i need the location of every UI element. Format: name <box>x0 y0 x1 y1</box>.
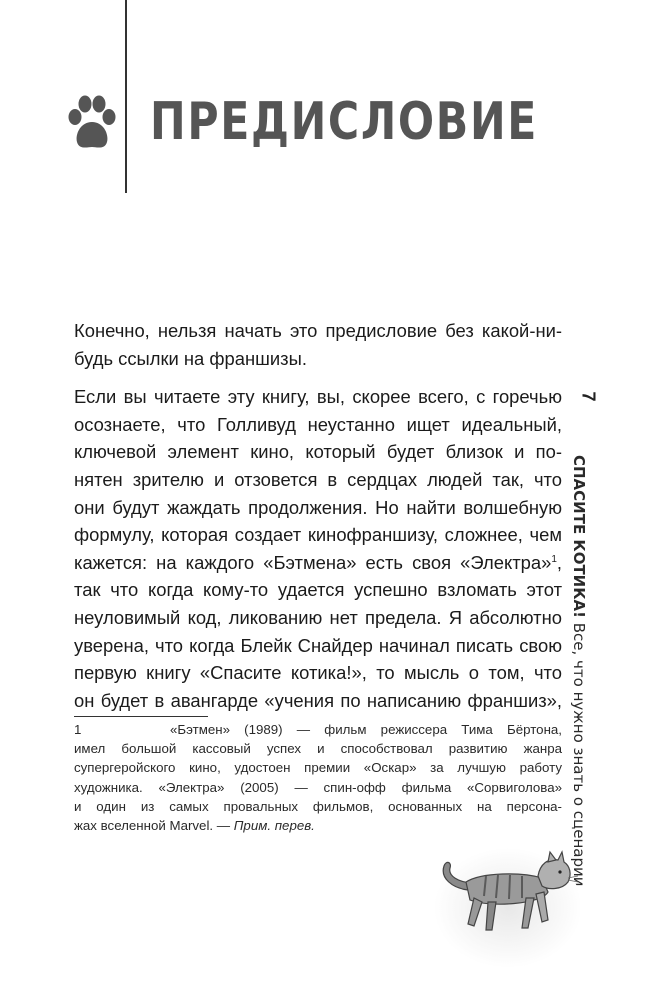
text-line: первую книгу «Спасите котика!», то мысль о том, что <box>74 662 562 684</box>
main-text <box>74 317 562 714</box>
running-title-bold: СПАСИТЕ КОТИКА! <box>570 455 588 618</box>
footnote-line: имел большой кассовый успех и способствовал развитию жанра <box>74 741 562 757</box>
paragraph-1 <box>74 317 562 372</box>
text-line: формулу, которая создает кинофраншизу, сложнее, чем <box>74 524 562 546</box>
text-line: неуловимый код, ликованию нет предела. Я абсолютно <box>74 606 562 628</box>
footnote-line <box>74 720 562 739</box>
text-line: уверена, что когда Блейк Снайдер начинал писать свою <box>74 634 562 656</box>
page-number <box>579 386 597 404</box>
text-line: они будут жаждать продолжения. Но найти волшебную <box>74 496 562 518</box>
footnote-text: жах вселенной Marvel. — <box>74 818 234 834</box>
paw-icon <box>66 95 118 153</box>
text-line: Конечно, нельзя начать это предисловие без какой-ни- <box>74 320 562 341</box>
text-line: нятен зрителю и отзовется в сердцах людей так, что <box>74 468 562 490</box>
text-line: будь ссылки на франшизы. <box>74 347 307 369</box>
text-line: он будет в авангарде «учения по написанию франшиз», <box>74 689 562 711</box>
translator-note: Прим. перев. <box>233 818 315 834</box>
footnote-line: и один из самых провальных фильмов, основанных на персона- <box>74 798 562 814</box>
footnote-number: 1 <box>74 722 82 737</box>
running-title-rest: Все, что нужно знать о сценарии <box>570 617 588 887</box>
text-line: Если вы читаете эту книгу, вы, скорее всего, с горечью <box>74 386 562 408</box>
text-line: ключевой элемент кино, который будет близок и по- <box>74 441 562 463</box>
page-title: ПРЕДИСЛОВИЕ <box>150 92 539 152</box>
footnote-line: художника. «Электра» (2005) — спин-офф фильма «Сорвиголова» <box>74 779 562 795</box>
footnote-text: «Бэтмен» (1989) — фильм режиссера Тима Бёртона, <box>170 722 562 737</box>
footnote-reference[interactable]: 1 <box>551 553 557 565</box>
footnote-line: супергеройского кино, удостоен премии «Оскар» за лучшую работу <box>74 760 562 776</box>
footnote-line <box>74 816 562 835</box>
paragraph-2 <box>74 383 562 714</box>
running-title <box>570 455 588 887</box>
footnote <box>74 720 562 835</box>
text-line-with-footnote <box>74 549 562 577</box>
text-line: так что когда кому-то удается успешно взломать этот <box>74 579 562 601</box>
page-number-text: 7 <box>578 391 599 402</box>
text-fragment: , <box>556 551 562 573</box>
header-divider <box>125 0 127 193</box>
footnote-divider <box>74 716 208 717</box>
walking-cat-icon <box>430 838 580 968</box>
text-line: осознаете, что Голливуд неустанно ищет идеальный, <box>74 413 562 435</box>
text-fragment: кажется: на каждого «Бэтмена» есть своя «Электра» <box>74 551 552 573</box>
